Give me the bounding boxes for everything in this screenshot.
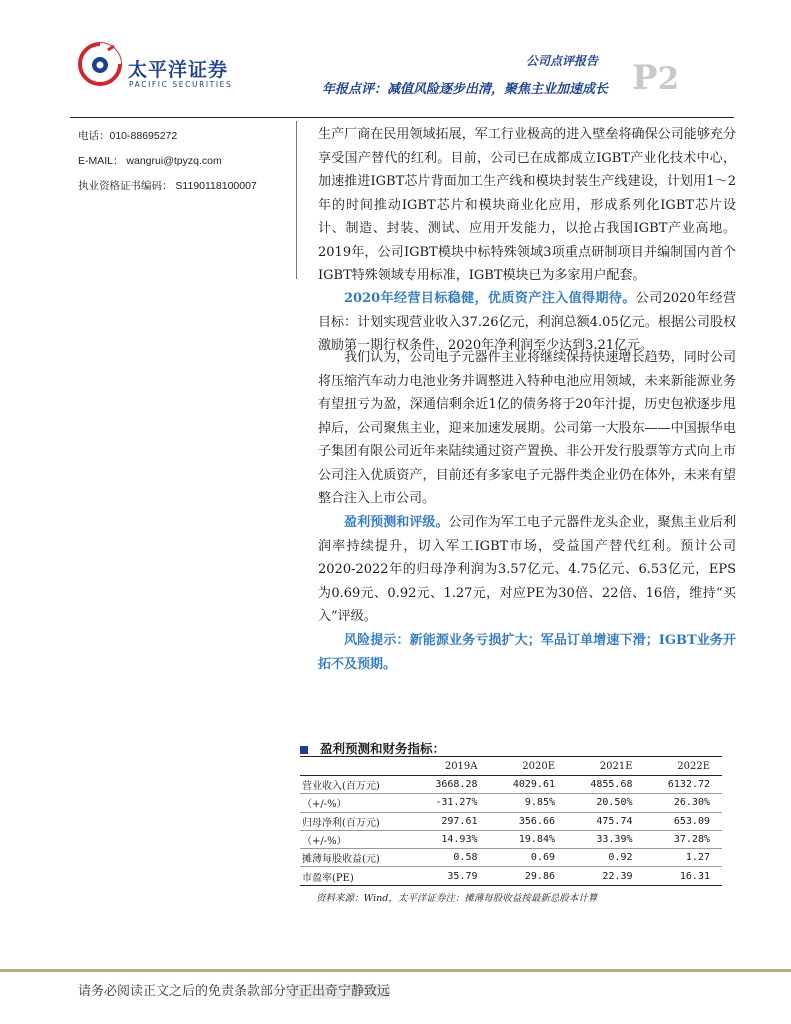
table-title: [300, 739, 445, 757]
table-cell: 0.58: [412, 849, 490, 867]
table-cell: 653.09: [645, 812, 723, 830]
contact-license: 执业资格证书编码： S1190118100007: [78, 180, 257, 192]
table-cell: 297.61: [412, 812, 490, 830]
table-cell: 19.84%: [490, 830, 568, 848]
table-row: [300, 776, 722, 794]
company-logo-icon: [78, 42, 122, 86]
report-type: 公司点评报告: [526, 54, 599, 68]
financial-table: [300, 756, 722, 886]
logo-name-en: PACIFIC SECURITIES: [129, 80, 233, 89]
table-cell: 33.39%: [567, 830, 645, 848]
table-header-cell: [300, 757, 412, 776]
body-paragraph-rating: [318, 511, 736, 629]
column-divider: [296, 121, 297, 279]
table-cell: 16.31: [645, 867, 723, 885]
rating-text: 公司作为军工电子元器件龙头企业，聚焦主业后利润率持续提升，切入军工IGBT市场，受益国产替代红利。预计公司2020-2022年的归母净利润为3.57亿元、4.75亿元、6.53亿元，EPS为0.69元、0.92元、1.27元，对应PE为30倍、22倍、16倍，维持“买入”评级。: [318, 515, 736, 624]
table-row: [300, 830, 722, 848]
footer-rule: [0, 969, 791, 972]
contact-phone: 电话：010-88695272: [78, 130, 178, 142]
table-header-row: [300, 757, 722, 776]
row-label: 市盈率(PE): [300, 867, 412, 885]
table-cell: 26.30%: [645, 794, 723, 812]
row-label: 营业收入(百万元): [300, 776, 412, 794]
page-number: [632, 58, 679, 98]
table-cell: 9.85%: [490, 794, 568, 812]
page-number-digit: 2: [657, 61, 680, 97]
rating-heading: 盈利预测和评级。: [344, 515, 449, 530]
header-rule: [70, 117, 734, 118]
table-header-cell: 2019A: [412, 757, 490, 776]
logo-name-cn: 太平洋证券: [128, 59, 229, 81]
table-cell: 475.74: [567, 812, 645, 830]
row-label: （+/-%）: [300, 830, 412, 848]
row-label: 摊薄每股收益(元): [300, 849, 412, 867]
table-row: [300, 794, 722, 812]
table-cell: 0.69: [490, 849, 568, 867]
table-cell: 14.93%: [412, 830, 490, 848]
table-cell: 29.86: [490, 867, 568, 885]
table-cell: 20.50%: [567, 794, 645, 812]
table-header-cell: 2022E: [645, 757, 723, 776]
table-row: [300, 867, 722, 885]
table-header-cell: 2020E: [490, 757, 568, 776]
contact-email: E-MAIL： wangrui@tpyzq.com: [78, 155, 222, 167]
risk-warning: 风险提示：新能源业务亏损扩大；军品订单增速下滑；IGBT业务开拓不及预期。: [318, 633, 736, 672]
table-cell: 22.39: [567, 867, 645, 885]
row-label: （+/-%）: [300, 794, 412, 812]
targets-heading: 2020年经营目标稳健，优质资产注入值得期待。: [344, 291, 636, 306]
table-cell: 6132.72: [645, 776, 723, 794]
targets-text: 公司2020年经营目标：计划实现营业收入37.26亿元，利润总额4.05亿元。根据公司股权激励第一期行权条件，2020年净利润至少达到3.21亿元。: [318, 291, 736, 353]
table-row: [300, 812, 722, 830]
body-paragraph-igbt: 生产厂商在民用领域拓展，军工行业极高的进入壁垒将确保公司能够充分享受国产替代的红利。目前，公司已在成都成立IGBT产业化技术中心，加速推进IGBT芯片背面加工生产线和模块封装生产线建设，计划用1～2年的时间推动IGBT芯片和模块商业化应用，形成系列化IGBT芯片设计、制造、封装、测试、应用开发能力，以抢占我国IGBT产业高地。2019年，公司IGBT模块中标特殊领域3项重点研制项目并编制国内首个IGBT特殊领域专用标准，IGBT模块已为多家用户配套。: [318, 127, 736, 283]
table-cell: 3668.28: [412, 776, 490, 794]
table-header-cell: 2021E: [567, 757, 645, 776]
table-row: [300, 849, 722, 867]
table-cell: 4029.61: [490, 776, 568, 794]
table-cell: 1.27: [645, 849, 723, 867]
footer-disclaimer: [78, 980, 390, 999]
table-cell: -31.27%: [412, 794, 490, 812]
table-cell: 37.28%: [645, 830, 723, 848]
table-cell: 0.92: [567, 849, 645, 867]
table-source-note: 资料来源：Wind，太平洋证券注：摊薄每股收益按最新总股本计算: [316, 893, 598, 904]
report-title: 年报点评：减值风险逐步出清，聚焦主业加速成长: [322, 82, 609, 97]
table-cell: 4855.68: [567, 776, 645, 794]
body-paragraph-outlook: 我们认为，公司电子元器件主业将继续保持快速增长趋势，同时公司将压缩汽车动力电池业务并调整进入特种电池应用领域，未来新能源业务有望扭亏为盈，深通信剩余近1亿的债务将于20年汁提，历史包袱逐步甩掉后，公司聚焦主业，迎来加速发展期。公司第一大股东——中国振华电子集团有限公司近年来陆续通过资产置换、非公开发行股票等方式向上市公司注入优质资产，目前还有多家电子元器件类企业仍在体外，未来有望整合注入上市公司。: [318, 350, 736, 506]
table-title-text: 盈利预测和财务指标：: [320, 741, 446, 756]
table-cell: 35.79: [412, 867, 490, 885]
row-label: 归母净利(百万元): [300, 812, 412, 830]
disclaimer-text: 请务必阅读正文之后的免责条款部分: [78, 984, 287, 999]
square-bullet-icon: [300, 746, 308, 754]
page-letter: P: [632, 58, 658, 98]
table-cell: 356.66: [490, 812, 568, 830]
footer-motto: 守正出奇宁静致远: [286, 984, 391, 999]
